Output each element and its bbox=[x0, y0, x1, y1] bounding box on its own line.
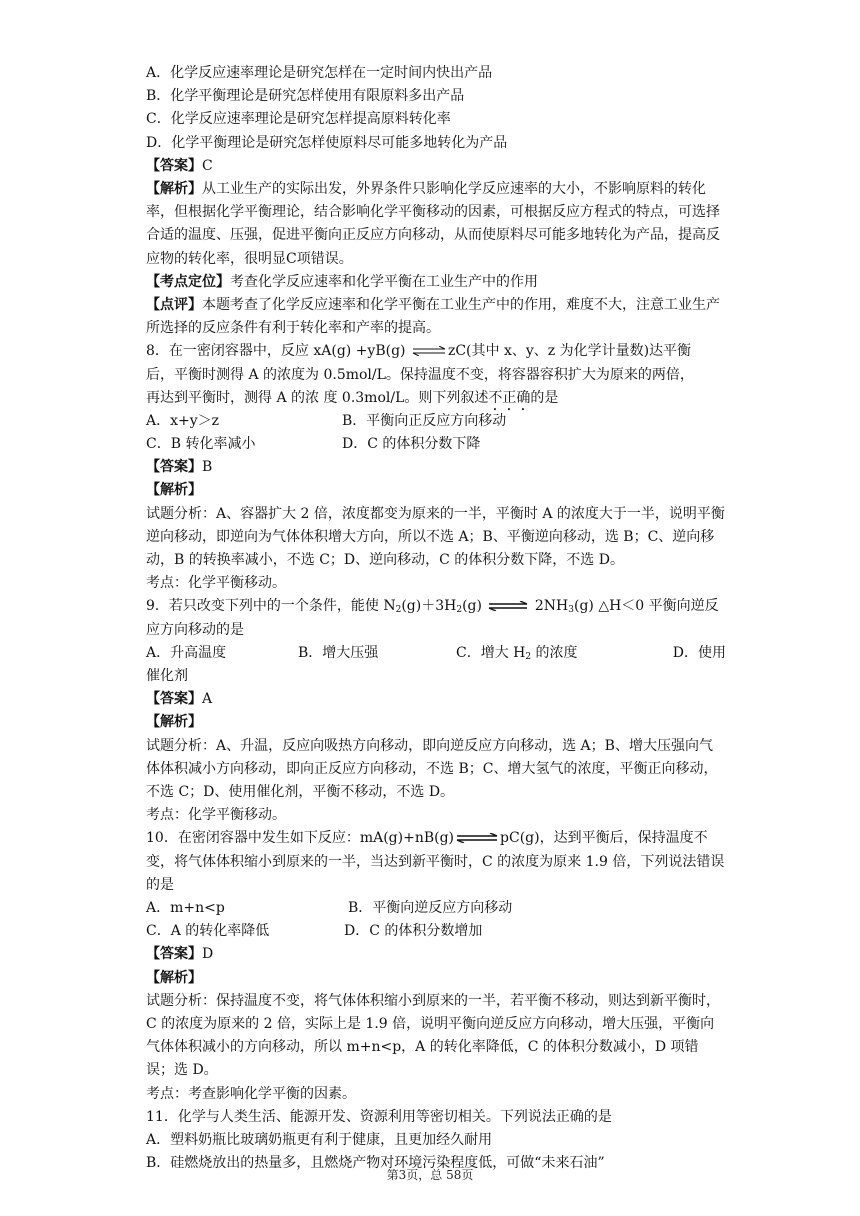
q9-option-c-part: 的浓度 bbox=[531, 644, 578, 661]
answer-value: C bbox=[202, 157, 213, 174]
q8-stem-line3 bbox=[146, 387, 726, 410]
kaodian-text: 考查化学反应速率和化学平衡在工业生产中的作用 bbox=[230, 273, 538, 290]
q8-options-row2 bbox=[146, 433, 726, 456]
kaodian-label: 【考点定位】 bbox=[146, 273, 230, 290]
q10-option-a: A．m+n<p bbox=[146, 899, 225, 916]
q8-option-b: B．平衡向正反应方向移动 bbox=[342, 412, 507, 429]
q7-analysis bbox=[146, 178, 726, 271]
answer-value: D bbox=[202, 946, 214, 963]
q8-answer bbox=[146, 456, 726, 479]
q9-options-row bbox=[146, 642, 726, 665]
q8-stem-part: 再达到平衡时，测得 A 的浓 度 0.3mol/L。则下列叙述 bbox=[146, 389, 489, 406]
q9-stem-part: (g)＋3H bbox=[401, 598, 457, 615]
q8-stem-line2: 后，平衡时测得 A 的浓度为 0.5mol/L。保持温度不变，将容器容积扩大为原来的两倍， bbox=[146, 366, 694, 383]
q11-option-b: B．硅燃烧放出的热量多，且燃烧产物对环境污染程度低，可做“未来石油” bbox=[146, 1155, 605, 1172]
answer-label: 【答案】 bbox=[146, 691, 202, 708]
equilibrium-arrow-icon bbox=[488, 601, 528, 611]
q7-option-c: C．化学反应速率理论是研究怎样提高原料转化率 bbox=[146, 111, 451, 128]
q8-stem-part: 8．在一密闭容器中，反应 xA(g) +yB(g) bbox=[146, 343, 410, 360]
subscript: 2 bbox=[395, 605, 402, 616]
q7-answer bbox=[146, 155, 726, 178]
q9-stem-part: 9．若只改变下列中的一个条件，能使 N bbox=[146, 598, 396, 615]
answer-label: 【答案】 bbox=[146, 946, 202, 963]
q11-stem: 11．化学与人类生活、能源开发、资源利用等密切相关。下列说法正确的是 bbox=[146, 1108, 612, 1125]
q8-stem-part: 的是 bbox=[530, 389, 559, 406]
q9-stem-part: (g) bbox=[462, 598, 487, 615]
q8-stem-part: zC(其中 x、y、z 为化学计量数)达平衡 bbox=[447, 343, 692, 360]
q8-options-row1 bbox=[146, 410, 726, 433]
emphasis-text: 不正确 bbox=[488, 389, 531, 406]
q8-analysis-label: 【解析】 bbox=[146, 482, 202, 499]
q9-stem-line1 bbox=[146, 595, 726, 618]
q10-stem-line1 bbox=[146, 827, 726, 850]
q8-kaodian: 考点：化学平衡移动。 bbox=[146, 575, 286, 592]
q9-stem-part: (g) △H＜0 平衡向逆反 bbox=[574, 598, 719, 615]
q9-option-a: A．升高温度 bbox=[146, 644, 227, 661]
q10-stem-part: pC(g)，达到平衡后，保持温度不 bbox=[500, 830, 708, 847]
q11-option-a: A．塑料奶瓶比玻璃奶瓶更有利于健康，且更加经久耐用 bbox=[146, 1131, 493, 1148]
q9-stem-line2: 应方向移动的是 bbox=[146, 621, 244, 638]
subscript: 2 bbox=[456, 605, 463, 616]
document-body bbox=[146, 62, 726, 1175]
subscript: 3 bbox=[568, 605, 574, 616]
answer-value: A bbox=[202, 691, 213, 708]
q7-option-a: A．化学反应速率理论是研究怎样在一定时间内快出产品 bbox=[146, 65, 493, 81]
q10-analysis: 试题分析：保持温度不变，将气体体积缩小到原来的一半，若平衡不移动，则达到新平衡时，C 的浓度为原来的 2 倍，实际上是 1.9 倍，说明平衡向逆反应方向移动，增大压强，平衡向气体体积减小的方向移动，所以 m+n<p，A 的转化率降低，C 的体积分数减小，D 项错误；选 D。 bbox=[146, 992, 720, 1079]
analysis-label: 【解析】 bbox=[146, 180, 202, 197]
q9-option-b: B．增大压强 bbox=[298, 644, 379, 661]
q10-option-d: D．C 的体积分数增加 bbox=[344, 923, 483, 940]
q10-stem-rest: 变，将气体体积缩小到原来的一半，当达到新平衡时，C 的浓度为原来 1.9 倍，下列说法错误的是 bbox=[146, 853, 725, 893]
q9-stem-part: 2NH bbox=[530, 598, 569, 615]
q7-option-d: D．化学平衡理论是研究怎样使原料尽可能多地转化为产品 bbox=[146, 134, 508, 151]
q10-analysis-label: 【解析】 bbox=[146, 969, 202, 986]
q7-dianping bbox=[146, 294, 726, 340]
q9-option-c-part: C．增大 H bbox=[456, 644, 526, 661]
q9-analysis: 试题分析：A、升温，反应向吸热方向移动，即向逆反应方向移动，选 A；B、增大压强向气体体积减小方向移动，即向正反应方向移动，不选 B；C、增大氢气的浓度，平衡正向移动，不选 C；D、使用催化剂，平衡不移动，不选 D。 bbox=[146, 737, 718, 800]
dianping-text: 本题考查了化学反应速率和化学平衡在工业生产中的作用，难度不大，注意工业生产所选择的反应条件有利于转化率和产率的提高。 bbox=[146, 296, 720, 337]
equilibrium-arrow-icon bbox=[456, 833, 498, 843]
q10-stem-part: 10．在密闭容器中发生如下反应：mA(g)+nB(g) bbox=[146, 830, 455, 847]
q9-analysis-label: 【解析】 bbox=[146, 714, 202, 731]
q7-kaodian bbox=[146, 271, 726, 294]
analysis-text: 从工业生产的实际出发，外界条件只影响化学反应速率的大小，不影响原料的转化率，但根据化学平衡理论，结合影响化学平衡移动的因素，可根据反应方程式的特点，可选择合适的温度、压强，促进平衡向正反应方向移动，从而使原料尽可能多地转化为产品，提高反应物的转化率，很明显C项错误。 bbox=[146, 180, 720, 267]
q10-answer bbox=[146, 943, 726, 966]
answer-label: 【答案】 bbox=[146, 459, 202, 476]
q9-kaodian: 考点：化学平衡移动。 bbox=[146, 807, 286, 824]
q8-analysis: 试题分析：A、容器扩大 2 倍，浓度都变为原来的一半，平衡时 A 的浓度大于一半，说明平衡逆向移动，即逆向为气体体积增大方向，所以不选 A；B、平衡逆向移动，选 B；C、逆向移动，B 的转换率减小，不选 C；D、逆向移动，C 的体积分数下降，不选 D。 bbox=[146, 505, 725, 569]
q7-option-b: B．化学平衡理论是研究怎样使用有限原料多出产品 bbox=[146, 88, 465, 105]
q10-kaodian: 考点：考查影响化学平衡的因素。 bbox=[146, 1085, 356, 1102]
equilibrium-arrow-icon bbox=[412, 346, 446, 356]
q9-option-d-end: 催化剂 bbox=[146, 668, 188, 685]
subscript: 2 bbox=[525, 651, 532, 662]
q8-stem-line1 bbox=[146, 340, 726, 363]
q10-options-row1 bbox=[146, 897, 726, 920]
dianping-label: 【点评】 bbox=[146, 296, 202, 313]
answer-value: B bbox=[202, 459, 213, 476]
q10-option-b: B．平衡向逆反应方向移动 bbox=[348, 899, 513, 916]
q9-option-d-start: D．使用 bbox=[672, 644, 726, 661]
q8-option-a: A．x+y＞z bbox=[146, 412, 220, 429]
q9-answer bbox=[146, 688, 726, 711]
q8-option-c: C．B 转化率减小 bbox=[146, 436, 256, 453]
page-footer: 第3页，总 58页 bbox=[386, 1168, 474, 1182]
answer-label: 【答案】 bbox=[146, 157, 202, 174]
q9-option-c bbox=[456, 642, 654, 665]
q10-option-c: C．A 的转化率降低 bbox=[146, 923, 270, 940]
q8-option-d: D．C 的体积分数下降 bbox=[342, 436, 481, 453]
q10-options-row2 bbox=[146, 920, 726, 943]
